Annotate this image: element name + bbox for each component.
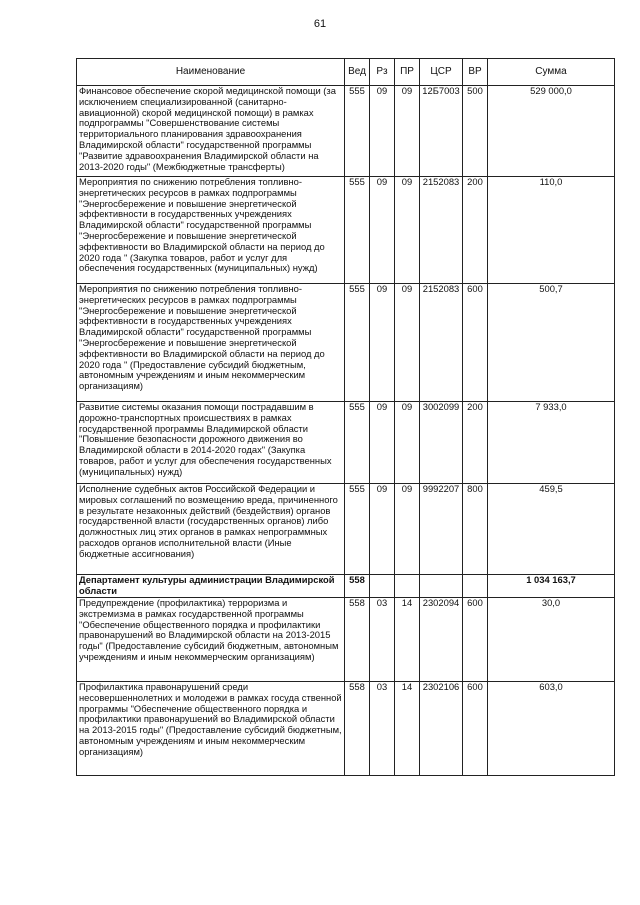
cell-sum: 459,5 (488, 484, 615, 575)
cell-vr: 200 (463, 402, 488, 484)
cell-name: Исполнение судебных актов Российской Федерации и мировых соглашений по возмещению вреда, причиненного в результате незаконных действий (бездействия) органов государственной власти (государственных органов) либо должностных лиц этих органов в рамках непрограммных расходов органов исполнительной власти (Иные бюджетные ассигнования) (77, 484, 345, 575)
table-row (77, 682, 615, 776)
header-sum: Сумма (488, 59, 615, 86)
cell-sum: 7 933,0 (488, 402, 615, 484)
cell-ved: 555 (345, 284, 370, 402)
cell-pr: 09 (395, 402, 420, 484)
cell-rz: 09 (370, 177, 395, 284)
cell-pr (395, 575, 420, 598)
cell-name: Мероприятия по снижению потребления топливно-энергетических ресурсов в рамках подпрограммы "Энергосбережение и повышение энергетической эффективности в государственных учреждениях Владимирской области" государственной программы "Энергосбережение и повышение энергетической эффективности во Владимирской области на период до 2020 года " (Закупка товаров, работ и услуг для обеспечения государственных (муниципальных) нужд) (77, 177, 345, 284)
cell-ved: 558 (345, 598, 370, 682)
cell-csr: 2302094 (420, 598, 463, 682)
cell-rz: 09 (370, 86, 395, 177)
cell-ved: 555 (345, 177, 370, 284)
cell-rz: 03 (370, 682, 395, 776)
cell-vr (463, 575, 488, 598)
cell-rz: 03 (370, 598, 395, 682)
cell-csr: 12Б7003 (420, 86, 463, 177)
cell-rz: 09 (370, 284, 395, 402)
cell-vr: 800 (463, 484, 488, 575)
cell-sum: 1 034 163,7 (488, 575, 615, 598)
cell-sum: 500,7 (488, 284, 615, 402)
cell-pr: 09 (395, 177, 420, 284)
header-rz: Рз (370, 59, 395, 86)
table-row (77, 86, 615, 177)
cell-ved: 558 (345, 682, 370, 776)
header-csr: ЦСР (420, 59, 463, 86)
cell-ved: 555 (345, 484, 370, 575)
cell-sum: 110,0 (488, 177, 615, 284)
table-row (77, 284, 615, 402)
cell-csr: 3002099 (420, 402, 463, 484)
cell-ved: 558 (345, 575, 370, 598)
cell-csr (420, 575, 463, 598)
cell-vr: 200 (463, 177, 488, 284)
page-number: 61 (313, 18, 327, 30)
cell-name: Департамент культуры администрации Владимирской области (77, 575, 345, 598)
cell-name: Развитие системы оказания помощи пострадавшим в дорожно-транспортных происшествиях в рамках государственной программы Владимирской области "Повышение безопасности дорожного движения во Владимирской области в 2014-2020 годах" (Закупка товаров, работ и услуг для обеспечения государственных (муниципальных) нужд) (77, 402, 345, 484)
cell-name: Предупреждение (профилактика) терроризма и экстремизма в рамках государственной программы "Обеспечение общественного порядка и профилактики правонарушений во Владимирской области на 2013-2015 годы" (Предоставление субсидий бюджетным, автономным учреждениям и иным некоммерческим организациям) (77, 598, 345, 682)
cell-ved: 555 (345, 402, 370, 484)
cell-rz: 09 (370, 402, 395, 484)
cell-pr: 09 (395, 284, 420, 402)
budget-table (76, 58, 615, 776)
cell-csr: 2152083 (420, 177, 463, 284)
header-name: Наименование (77, 59, 345, 86)
header-pr: ПР (395, 59, 420, 86)
cell-vr: 600 (463, 598, 488, 682)
cell-sum: 30,0 (488, 598, 615, 682)
cell-pr: 14 (395, 598, 420, 682)
table-row (77, 598, 615, 682)
table-row (77, 402, 615, 484)
cell-pr: 14 (395, 682, 420, 776)
table-row (77, 484, 615, 575)
cell-name: Финансовое обеспечение скорой медицинской помощи (за исключением специализированной (санитарно-авиационной) скорой медицинской помощи) в рамках подпрограммы "Совершенствование системы территориального планирования здравоохранения Владимирской области" государственной программы "Развитие здравоохранения Владимирской области на 2013-2020 годы" (Межбюджетные трансферты) (77, 86, 345, 177)
cell-csr: 2152083 (420, 284, 463, 402)
cell-vr: 600 (463, 284, 488, 402)
header-ved: Вед (345, 59, 370, 86)
cell-name: Профилактика правонарушений среди несовершеннолетних и молодежи в рамках госуда ственной программы "Обеспечение общественного порядка и профилактики правонарушений во Владимирской области на 2013-2015 годы" (Предоставление субсидий бюджетным, автономным учреждениям и иным некоммерческим организациям) (77, 682, 345, 776)
department-row (77, 575, 615, 598)
cell-rz (370, 575, 395, 598)
cell-csr: 2302106 (420, 682, 463, 776)
table-header-row (77, 59, 615, 86)
cell-csr: 9992207 (420, 484, 463, 575)
cell-sum: 603,0 (488, 682, 615, 776)
cell-rz: 09 (370, 484, 395, 575)
cell-sum: 529 000,0 (488, 86, 615, 177)
cell-pr: 09 (395, 86, 420, 177)
cell-name: Мероприятия по снижению потребления топливно-энергетических ресурсов в рамках подпрограммы "Энергосбережение и повышение энергетической эффективности в государственных учреждениях Владимирской области" государственной программы "Энергосбережение и повышение энергетической эффективности во Владимирской области на период до 2020 года " (Предоставление субсидий бюджетным, автономным учреждениям и иным некоммерческим организациям) (77, 284, 345, 402)
cell-vr: 500 (463, 86, 488, 177)
cell-vr: 600 (463, 682, 488, 776)
cell-pr: 09 (395, 484, 420, 575)
cell-ved: 555 (345, 86, 370, 177)
table-row (77, 177, 615, 284)
header-vr: ВР (463, 59, 488, 86)
